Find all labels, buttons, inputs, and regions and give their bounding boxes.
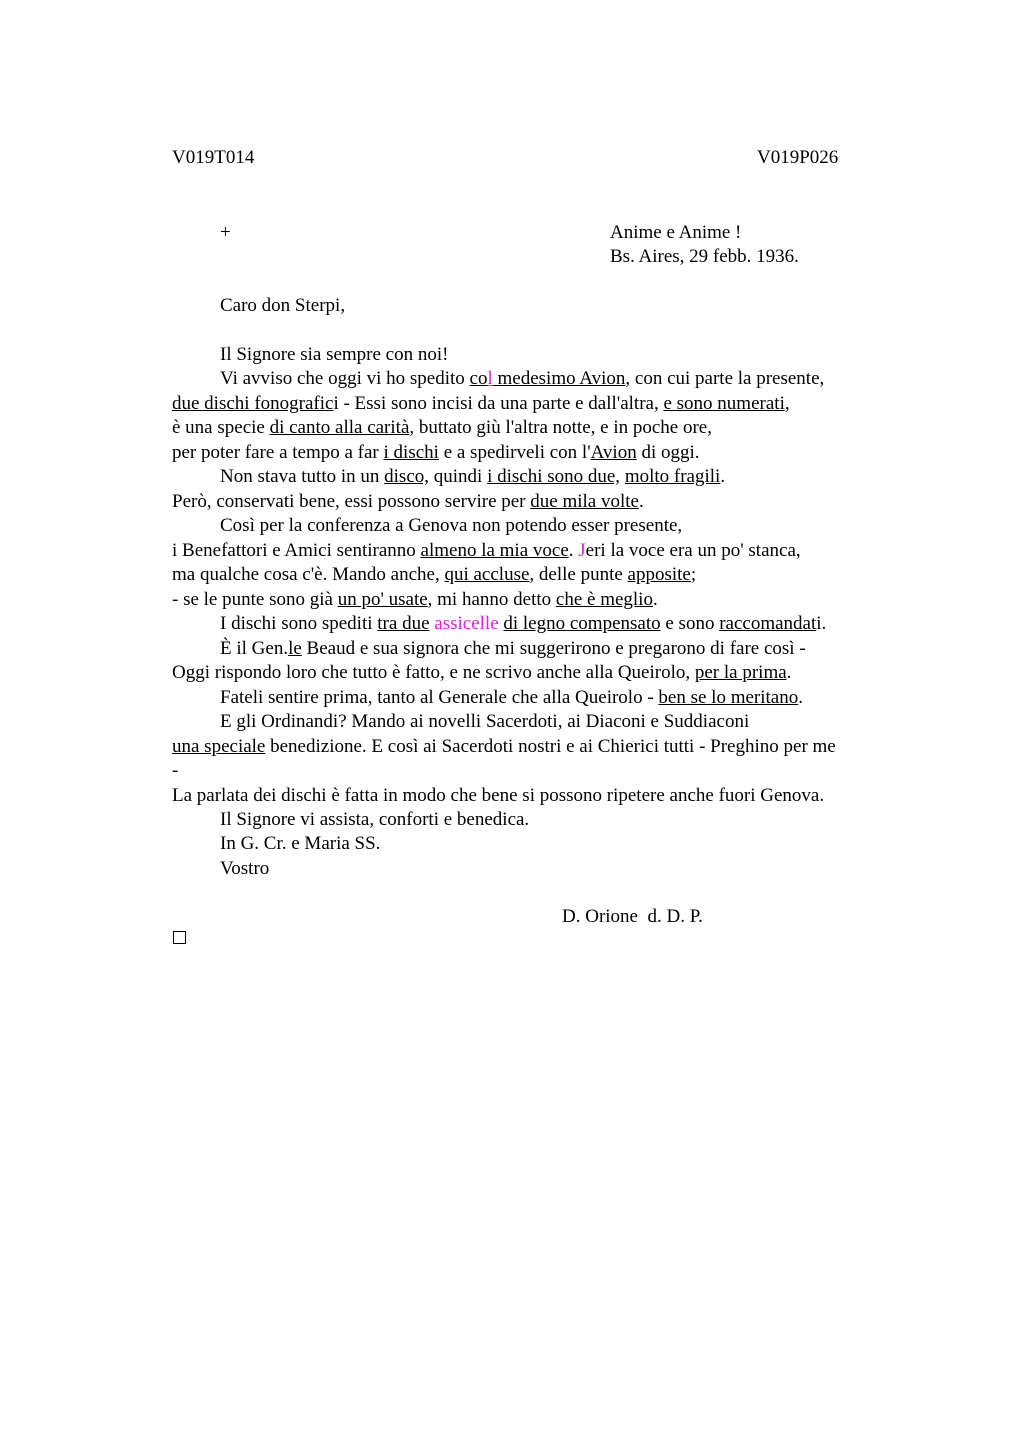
motto: Anime e Anime ! — [610, 222, 742, 243]
cross-mark: + — [220, 222, 231, 243]
letter-line: Il Signore vi assista, conforti e benedica. — [220, 809, 530, 830]
closing-line: Vostro — [220, 858, 270, 879]
letter-line: Però, conservati bene, essi possono servire per due mila volte. — [172, 491, 644, 512]
letter-line: Il Signore sia sempre con noi! — [220, 344, 449, 365]
letter-line: Non stava tutto in un disco, quindi i dischi sono due, molto fragili. — [220, 466, 726, 487]
document-code-left: V019T014 — [172, 147, 255, 168]
letter-line: È il Gen.le Beaud e sua signora che mi suggerirono e pregarono di fare così - — [220, 638, 806, 659]
letter-line: è una specie di canto alla carità, buttato giù l'altra notte, e in poche ore, — [172, 417, 712, 438]
document-code-right: V019P026 — [757, 147, 839, 168]
letter-line: - se le punte sono già un po' usate, mi hanno detto che è meglio. — [172, 589, 658, 610]
letter-line: Fateli sentire prima, tanto al Generale che alla Queirolo - ben se lo meritano. — [220, 687, 803, 708]
letter-line: per poter fare a tempo a far i dischi e a spedirveli con l'Avion di oggi. — [172, 442, 700, 463]
letter-line: una speciale benedizione. E così ai Sacerdoti nostri e ai Chierici tutti - Preghino per me — [172, 736, 836, 757]
checkbox-icon — [173, 931, 186, 944]
salutation: Caro don Sterpi, — [220, 295, 346, 316]
letter-line: Così per la conferenza a Genova non potendo esser presente, — [220, 515, 683, 536]
letter-line: i Benefattori e Amici sentiranno almeno la mia voce. Jeri la voce era un po' stanca, — [172, 540, 801, 561]
signature: D. Orione d. D. P. — [562, 906, 703, 927]
letter-line: ma qualche cosa c'è. Mando anche, qui accluse, delle punte apposite; — [172, 564, 697, 585]
letter-line: Oggi rispondo loro che tutto è fatto, e ne scrivo anche alla Queirolo, per la prima. — [172, 662, 792, 683]
letter-line: La parlata dei dischi è fatta in modo che bene si possono ripetere anche fuori Genova. — [172, 785, 825, 806]
letter-line: In G. Cr. e Maria SS. — [220, 833, 381, 854]
place-date: Bs. Aires, 29 febb. 1936. — [610, 246, 799, 267]
letter-line: - — [172, 760, 179, 781]
letter-line: due dischi fonografici - Essi sono incisi da una parte e dall'altra, e sono numerati, — [172, 393, 790, 414]
letter-line: Vi avviso che oggi vi ho spedito col medesimo Avion, con cui parte la presente, — [220, 368, 825, 389]
letter-line: I dischi sono spediti tra due assicelle di legno compensato e sono raccomandati. — [220, 613, 827, 634]
letter-line: E gli Ordinandi? Mando ai novelli Sacerdoti, ai Diaconi e Suddiaconi — [220, 711, 750, 732]
